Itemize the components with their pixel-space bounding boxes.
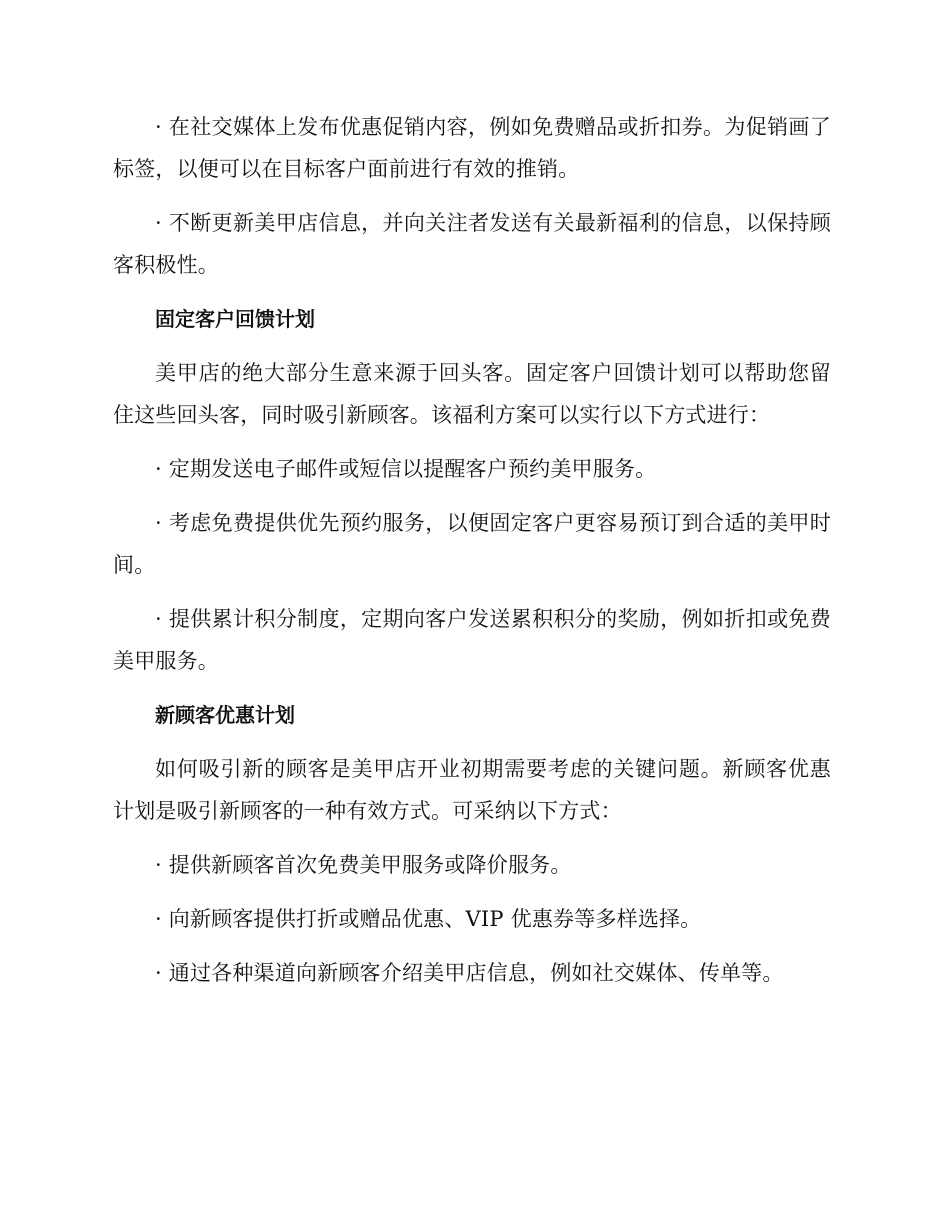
section-heading-new-customer-offer: 新顾客优惠计划	[155, 703, 295, 727]
loyalty-program-intro: 美甲店的绝大部分生意来源于回头客。固定客户回馈计划可以帮助您留住这些回头客，同时吸引新顾客。该福利方案可以实行以下方式进行：	[113, 361, 831, 427]
bullet-first-visit-free: · 提供新顾客首次免费美甲服务或降价服务。	[155, 853, 572, 877]
bullet-points-system: · 提供累计积分制度，定期向客户发送累积积分的奖励，例如折扣或免费美甲服务。	[113, 607, 831, 673]
section-heading-loyalty-program: 固定客户回馈计划	[155, 307, 315, 331]
document-body	[113, 106, 831, 1006]
bullet-discounts-vip-coupons: · 向新顾客提供打折或赠品优惠、VIP 优惠券等多样选择。	[155, 907, 702, 931]
bullet-social-media-promotion: · 在社交媒体上发布优惠促销内容，例如免费赠品或折扣券。为促销画了标签，以便可以在目标客户面前进行有效的推销。	[113, 115, 831, 181]
bullet-appointment-reminders: · 定期发送电子邮件或短信以提醒客户预约美甲服务。	[155, 457, 657, 481]
bullet-priority-booking: · 考虑免费提供优先预约服务，以便固定客户更容易预订到合适的美甲时间。	[113, 511, 831, 577]
new-customer-intro: 如何吸引新的顾客是美甲店开业初期需要考虑的关键问题。新顾客优惠计划是吸引新顾客的一种有效方式。可采纳以下方式：	[113, 757, 831, 823]
bullet-multi-channel-promotion: · 通过各种渠道向新顾客介绍美甲店信息，例如社交媒体、传单等。	[155, 961, 784, 985]
bullet-update-store-info: · 不断更新美甲店信息，并向关注者发送有关最新福利的信息，以保持顾客积极性。	[113, 211, 831, 277]
